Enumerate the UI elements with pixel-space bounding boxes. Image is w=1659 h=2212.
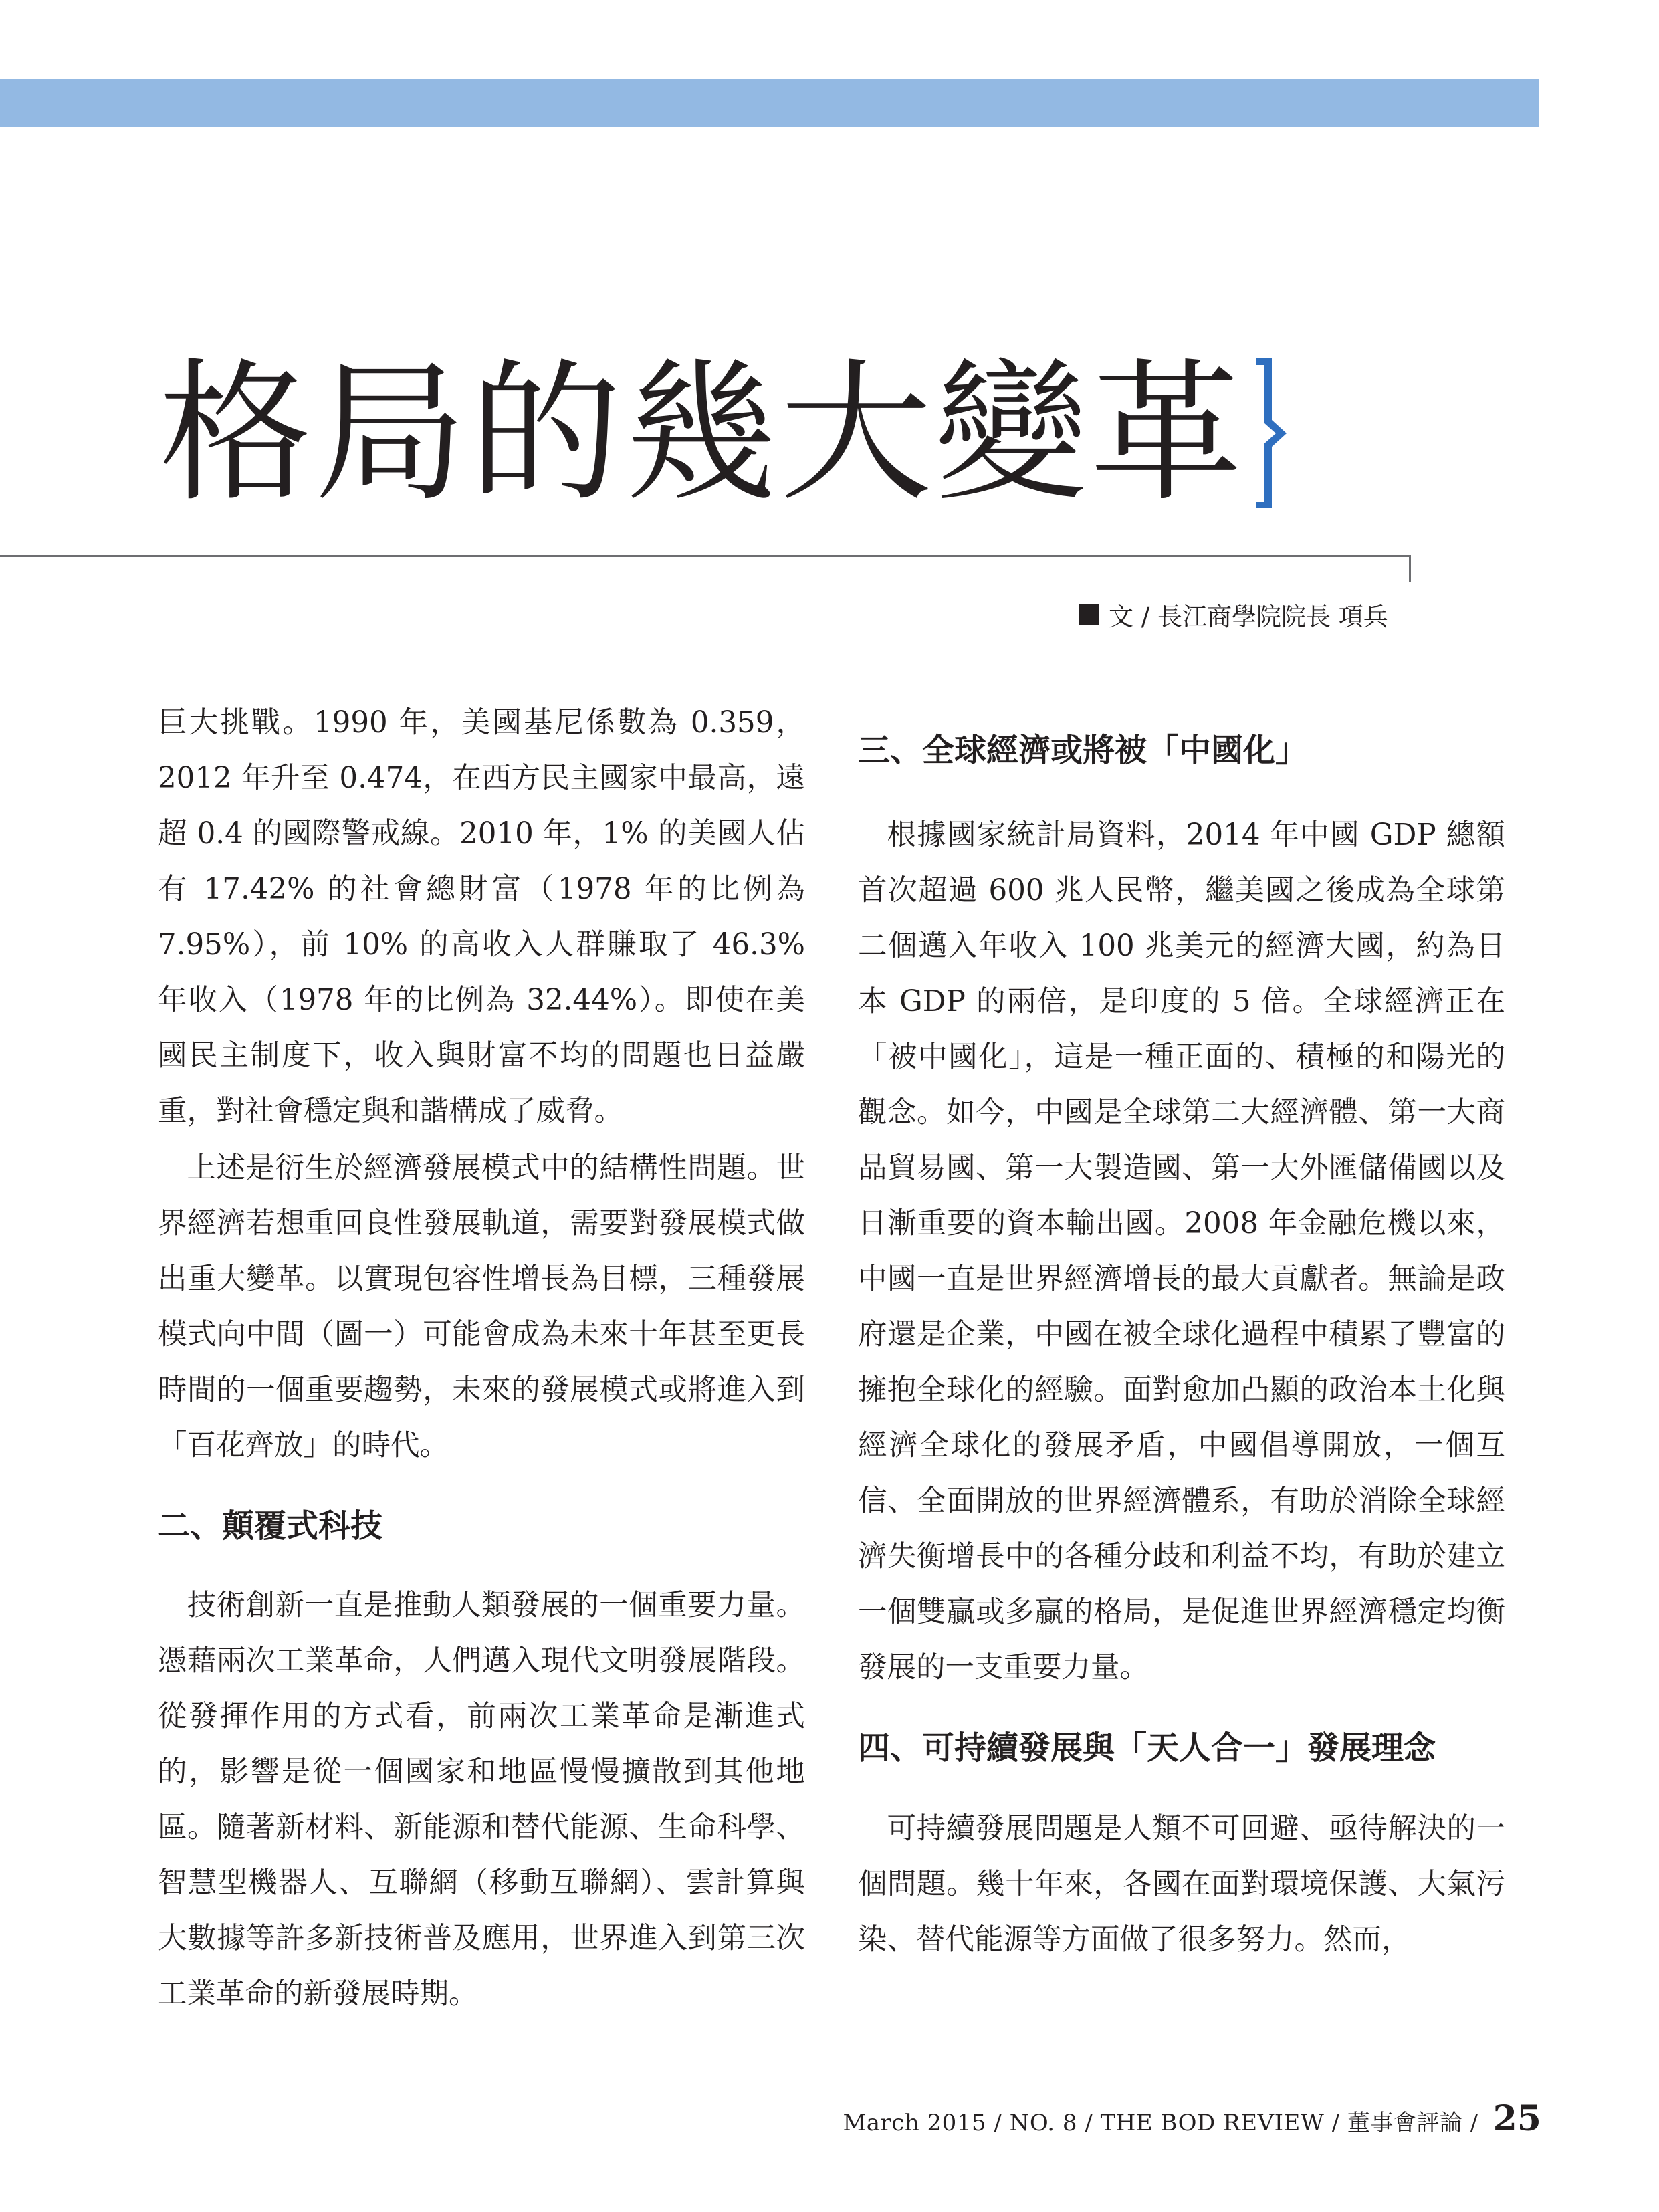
section-heading: 二、顛覆式科技 bbox=[158, 1507, 383, 1545]
square-bullet-icon bbox=[1079, 604, 1099, 625]
title-divider-line bbox=[0, 555, 1411, 557]
body-paragraph: 上述是衍生於經濟發展模式中的結構性問題。世界經濟若想重回良性發展軌道，需要對發展模式做出重大變革。以實現包容性增長為目標，三種發展模式向中間（圖一）可能會成為未來十年甚至更長時間的一個重要趨勢，未來的發展模式或將進入到「百花齊放」的時代。 bbox=[158, 1151, 805, 1462]
byline bbox=[1079, 596, 1388, 633]
body-paragraph: 根據國家統計局資料，2014 年中國 GDP 總額首次超過 600 兆人民幣，繼美國之後成為全球第二個邁入年收入 100 兆美元的經濟大國，約為日本 GDP 的兩倍，是印度的 5 倍。全球經濟正在「被中國化」，這是一種正面的、積極的和陽光的觀念。如今，中國是全球第二大經濟體、第一大商品貿易國、第一大製造國、第一大外匯儲備國以及日漸重要的資本輸出國。2008 年金融危機以來，中國一直是世界經濟增長的最大貢獻者。無論是政府還是企業，中國在被全球化過程中積累了豐富的擁抱全球化的經驗。面對愈加凸顯的政治本土化與經濟全球化的發展矛盾，中國倡導開放，一個互信、全面開放的世界經濟體系，有助於消除全球經濟失衡增長中的各種分歧和利益不均，有助於建立一個雙贏或多贏的格局，是促進世界經濟穩定均衡發展的一支重要力量。 bbox=[858, 818, 1505, 1684]
body-paragraph: 巨大挑戰。1990 年，美國基尼係數為 0.359，2012 年升至 0.474，在西方民主國家中最高，遠超 0.4 的國際警戒線。2010 年，1% 的美國人佔有 17.42% 的社會總財富（1978 年的比例為 7.95%），前 10% 的高收入人群賺取了 46.3% 年收入（1978 年的比例為 32.44%）。即使在美國民主制度下，收入與財富不均的問題也日益嚴重，對社會穩定與和諧構成了威脅。 bbox=[158, 706, 805, 1128]
article-title: 格局的幾大變革 bbox=[159, 344, 1245, 522]
right-bracket-icon bbox=[1252, 353, 1291, 514]
article-title-block bbox=[159, 333, 1291, 534]
footer-publication-info: March 2015 / NO. 8 / THE BOD REVIEW / 董事會評論 / bbox=[843, 2110, 1478, 2136]
section-heading: 四、可持續發展與「天人合一」發展理念 bbox=[858, 1729, 1436, 1767]
top-color-band bbox=[0, 79, 1539, 127]
section-heading: 三、全球經濟或將被「中國化」 bbox=[858, 732, 1308, 769]
divider-end-tick bbox=[1409, 555, 1411, 582]
right-column bbox=[858, 730, 1505, 1969]
body-paragraph: 可持續發展問題是人類不可回避、亟待解決的一個問題。幾十年來，各國在面對環境保護、大氣污染、替代能源等方面做了很多努力。然而， bbox=[858, 1812, 1505, 1957]
byline-text: 文 / 長江商學院院長 項兵 bbox=[1109, 602, 1388, 631]
page-number: 25 bbox=[1492, 2098, 1541, 2139]
left-column bbox=[158, 695, 805, 2023]
page-footer bbox=[843, 2098, 1541, 2145]
body-paragraph: 技術創新一直是推動人類發展的一個重要力量。憑藉兩次工業革命，人們邁入現代文明發展階段。從發揮作用的方式看，前兩次工業革命是漸進式的，影響是從一個國家和地區慢慢擴散到其他地區。隨著新材料、新能源和替代能源、生命科學、智慧型機器人、互聯網（移動互聯網）、雲計算與大數據等許多新技術普及應用，世界進入到第三次工業革命的新發展時期。 bbox=[158, 1589, 805, 2011]
